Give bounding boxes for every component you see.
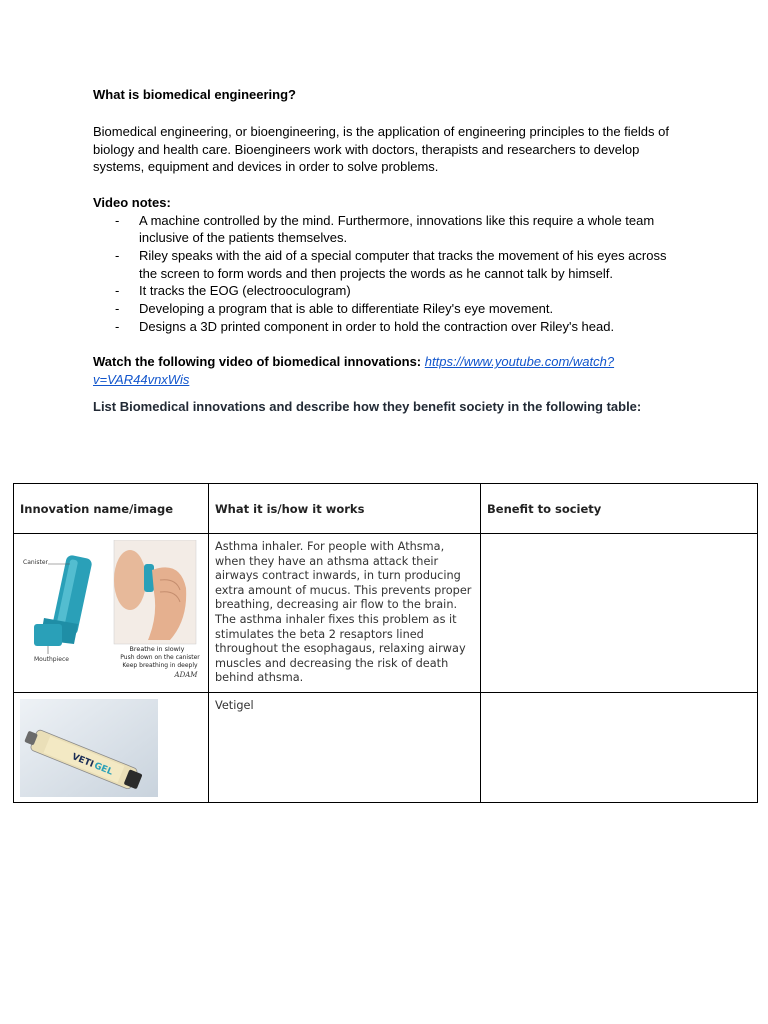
- benefit-cell[interactable]: [481, 693, 758, 803]
- mouthpiece-label: Mouthpiece: [34, 656, 69, 663]
- asthma-inhaler-illustration: [20, 540, 206, 684]
- header-benefit: Benefit to society: [481, 484, 758, 534]
- question-heading: What is biomedical engineering?: [93, 87, 296, 102]
- innovation-image-cell: [14, 534, 209, 693]
- video-note-item: - A machine controlled by the mind. Furthermore, innovations like this require a whole team inclusive of the patients themselves.: [115, 212, 655, 246]
- benefit-cell[interactable]: [481, 534, 758, 693]
- vetigel-description: Vetigel: [215, 699, 254, 712]
- innovations-table: [13, 483, 758, 803]
- innovation-description-cell: [209, 693, 481, 803]
- vetigel-brand-b: GEL: [92, 761, 115, 778]
- video-notes-heading: Video notes:: [93, 194, 171, 210]
- table-row: [14, 693, 758, 803]
- table-row: [14, 534, 758, 693]
- header-what-it-is: What it is/how it works: [209, 484, 481, 534]
- video-note-item: - It tracks the EOG (electrooculogram): [115, 283, 351, 299]
- video-note-item: - Designs a 3D printed component in order to hold the contraction over Riley's head.: [115, 318, 615, 334]
- innovation-description-cell: [209, 534, 481, 693]
- list-instruction-heading: List Biomedical innovations and describe how they benefit society in the following table:: [93, 399, 642, 415]
- video-notes-list: [93, 212, 678, 336]
- bullet-dash: -: [115, 212, 120, 228]
- watch-label: Watch the following video of biomedical innovations:: [93, 354, 422, 370]
- adam-logo: ADAM: [174, 671, 198, 679]
- inhaler-caption-2: Push down on the canister: [120, 654, 200, 661]
- table-header-row: [14, 484, 758, 534]
- bullet-dash: -: [115, 283, 120, 299]
- inhaler-caption-1: Breathe in slowly: [129, 645, 185, 653]
- bullet-dash: -: [115, 247, 120, 263]
- vetigel-syringe-photo: [20, 699, 158, 797]
- header-innovation: Innovation name/image: [14, 484, 209, 534]
- watch-video-line: [93, 353, 678, 389]
- video-note-item: - Riley speaks with the aid of a special computer that tracks the movement of his eyes across the screen to form words and then projects the words as he cannot talk by himself.: [115, 247, 667, 281]
- inhaler-description: Asthma inhaler. For people with Athsma, when they have an athsma attack their airways contract inwards, in turn producing extra amount of mucus. This prevents proper breathing, decreasing air flow to the brain. The asthma inhaler fixes this problem as it stimulates the beta 2 resaptors lined throughout the esophagaus, relaxing airway muscles and decreasing the risk of death behind athsma.: [215, 540, 472, 685]
- canister-label: Canister: [23, 559, 48, 566]
- youtube-link[interactable]: https://www.youtube.com/watch?v=VAR44vnxWis: [93, 354, 615, 388]
- video-note-item: - Developing a program that is able to differentiate Riley's eye movement.: [115, 301, 554, 317]
- document-body: [93, 86, 678, 415]
- vetigel-brand-a: VETI: [70, 752, 95, 770]
- bullet-dash: -: [115, 301, 120, 317]
- bullet-dash: -: [115, 318, 120, 334]
- innovation-image-cell: [14, 693, 209, 803]
- definition-paragraph: Biomedical engineering, or bioengineering, is the application of engineering principles to the fields of biology and health care. Bioengineers work with doctors, therapists and researchers to develop systems, equipment and devices in order to solve problems.: [93, 124, 669, 174]
- inhaler-caption-3: Keep breathing in deeply: [122, 662, 198, 669]
